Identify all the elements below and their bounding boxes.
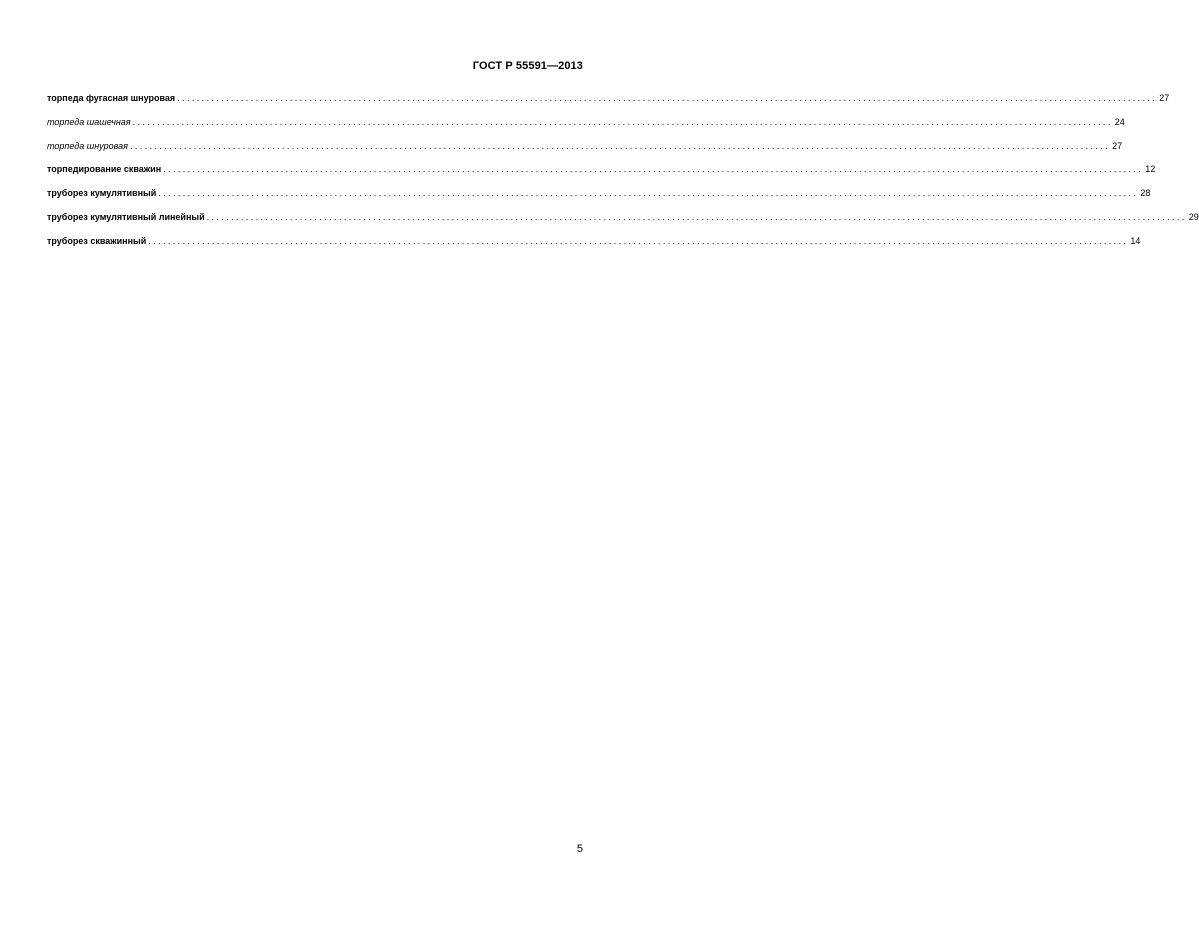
index-entry (47, 163, 1156, 187)
dot-leader: ........................................................................................................................................................................................................ (132, 116, 1113, 127)
document-code: ГОСТ Р 55591—2013 (472, 60, 583, 72)
index-entry (47, 235, 1141, 259)
subject-index (47, 92, 1199, 259)
dot-leader: ........................................................................................................................................................................................................ (206, 211, 1187, 222)
index-term: труборез кумулятивный (47, 188, 157, 199)
index-entry (47, 92, 1170, 116)
index-term: торпеда фугасная шнуровая (47, 93, 176, 103)
dot-leader: ........................................................................................................................................................................................................ (163, 164, 1144, 175)
dot-leader: ........................................................................................................................................................................................................ (148, 235, 1129, 246)
index-page-ref: 27 (1159, 93, 1170, 103)
index-entry (47, 116, 1125, 140)
index-page-ref: 27 (1112, 140, 1123, 151)
index-entry (47, 211, 1199, 235)
index-term: труборез скважинный (47, 235, 147, 246)
index-page-ref: 29 (1188, 211, 1199, 222)
index-entry (47, 140, 1123, 164)
dot-leader: ........................................................................................................................................................................................................ (158, 188, 1139, 199)
index-term: торпеда шашечная (47, 116, 131, 127)
index-term: торпедирование скважин (47, 164, 162, 175)
index-term: торпеда шнуровая (47, 140, 128, 151)
dot-leader: ........................................................................................................................................................................................................ (130, 140, 1111, 151)
index-page-ref: 24 (1114, 116, 1125, 127)
index-page-ref: 12 (1145, 164, 1156, 175)
index-page-ref: 28 (1140, 188, 1151, 199)
index-entry (47, 187, 1151, 211)
page-number: 5 (576, 843, 583, 855)
index-term: труборез кумулятивный линейный (47, 211, 205, 222)
dot-leader: ........................................................................................................................................................................................................ (177, 93, 1158, 103)
index-page-ref: 14 (1130, 235, 1141, 246)
